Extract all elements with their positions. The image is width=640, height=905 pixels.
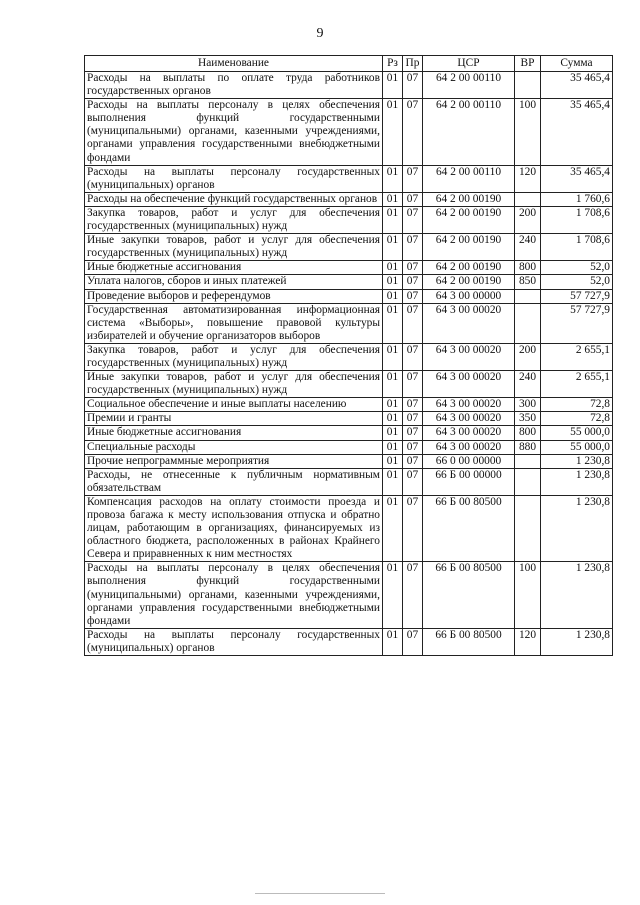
cell-csr: 64 2 00 00110	[423, 72, 515, 99]
cell-pr: 07	[403, 234, 423, 261]
cell-vr: 120	[515, 628, 541, 655]
page-bottom-line	[255, 893, 385, 894]
cell-pr: 07	[403, 562, 423, 628]
cell-sum: 55 000,0	[541, 426, 613, 440]
cell-name: Расходы на выплаты персоналу в целях обеспечения выполнения функций государственными (муниципальными) органами, казенными учреждениями, органами управления государственными внебюджетными фондами	[85, 562, 383, 628]
cell-sum: 1 230,8	[541, 495, 613, 561]
cell-pr: 07	[403, 398, 423, 412]
cell-rz: 01	[383, 343, 403, 370]
cell-csr: 64 2 00 00190	[423, 192, 515, 206]
cell-vr	[515, 192, 541, 206]
cell-pr: 07	[403, 468, 423, 495]
cell-name: Иные закупки товаров, работ и услуг для обеспечения государственных (муниципальных) нужд	[85, 371, 383, 398]
cell-vr: 240	[515, 234, 541, 261]
cell-rz: 01	[383, 99, 403, 165]
table-row	[85, 289, 613, 303]
cell-vr: 200	[515, 206, 541, 233]
cell-rz: 01	[383, 440, 403, 454]
cell-csr: 64 3 00 00020	[423, 440, 515, 454]
table-body	[85, 72, 613, 656]
cell-rz: 01	[383, 468, 403, 495]
cell-vr: 800	[515, 426, 541, 440]
cell-csr: 64 3 00 00020	[423, 426, 515, 440]
cell-name: Государственная автоматизированная информационная система «Выборы», повышение правовой культуры избирателей и обучение организаторов выборов	[85, 303, 383, 343]
cell-csr: 66 0 00 00000	[423, 454, 515, 468]
cell-sum: 1 230,8	[541, 454, 613, 468]
cell-pr: 07	[403, 165, 423, 192]
cell-vr: 100	[515, 99, 541, 165]
header-name: Наименование	[85, 56, 383, 72]
cell-name: Расходы на выплаты персоналу в целях обеспечения выполнения функций государственными (муниципальными) органами, казенными учреждениями, органами управления государственными внебюджетными фондами	[85, 99, 383, 165]
budget-table	[84, 55, 613, 656]
cell-name: Расходы на выплаты по оплате труда работников государственных органов	[85, 72, 383, 99]
cell-pr: 07	[403, 289, 423, 303]
cell-csr: 64 2 00 00190	[423, 206, 515, 233]
cell-csr: 64 2 00 00190	[423, 261, 515, 275]
cell-csr: 66 Б 00 80500	[423, 495, 515, 561]
cell-rz: 01	[383, 165, 403, 192]
cell-csr: 64 3 00 00020	[423, 398, 515, 412]
cell-rz: 01	[383, 275, 403, 289]
cell-sum: 1 230,8	[541, 562, 613, 628]
cell-name: Специальные расходы	[85, 440, 383, 454]
cell-pr: 07	[403, 454, 423, 468]
cell-csr: 64 3 00 00020	[423, 371, 515, 398]
table-row	[85, 99, 613, 165]
cell-vr: 850	[515, 275, 541, 289]
cell-vr	[515, 289, 541, 303]
cell-pr: 07	[403, 628, 423, 655]
table-row	[85, 412, 613, 426]
cell-vr	[515, 303, 541, 343]
cell-sum: 1 230,8	[541, 468, 613, 495]
table-row	[85, 343, 613, 370]
cell-name: Компенсация расходов на оплату стоимости проезда и провоза багажа к месту использования отпуска и обратно лицам, работающим в организациях, финансируемых из областного бюджета, расположенных в районах Крайнего Севера и приравненных к ним местностях	[85, 495, 383, 561]
table-row	[85, 398, 613, 412]
cell-pr: 07	[403, 371, 423, 398]
cell-vr: 880	[515, 440, 541, 454]
cell-name: Иные закупки товаров, работ и услуг для обеспечения государственных (муниципальных) нужд	[85, 234, 383, 261]
cell-name: Закупка товаров, работ и услуг для обеспечения государственных (муниципальных) нужд	[85, 343, 383, 370]
cell-sum: 1 230,8	[541, 628, 613, 655]
table-row	[85, 468, 613, 495]
cell-csr: 66 Б 00 00000	[423, 468, 515, 495]
cell-csr: 64 3 00 00020	[423, 343, 515, 370]
cell-pr: 07	[403, 495, 423, 561]
header-sum: Сумма	[541, 56, 613, 72]
cell-sum: 35 465,4	[541, 99, 613, 165]
cell-name: Прочие непрограммные мероприятия	[85, 454, 383, 468]
cell-rz: 01	[383, 206, 403, 233]
cell-name: Премии и гранты	[85, 412, 383, 426]
table-row	[85, 261, 613, 275]
cell-name: Уплата налогов, сборов и иных платежей	[85, 275, 383, 289]
table-row	[85, 72, 613, 99]
header-pr: Пр	[403, 56, 423, 72]
cell-sum: 35 465,4	[541, 165, 613, 192]
cell-rz: 01	[383, 454, 403, 468]
cell-name: Проведение выборов и референдумов	[85, 289, 383, 303]
cell-pr: 07	[403, 99, 423, 165]
cell-pr: 07	[403, 275, 423, 289]
cell-pr: 07	[403, 426, 423, 440]
page-number: 9	[316, 26, 324, 41]
cell-sum: 1 708,6	[541, 206, 613, 233]
cell-csr: 66 Б 00 80500	[423, 628, 515, 655]
table-row	[85, 192, 613, 206]
cell-csr: 64 3 00 00020	[423, 412, 515, 426]
cell-rz: 01	[383, 495, 403, 561]
header-vr: ВР	[515, 56, 541, 72]
cell-csr: 64 2 00 00110	[423, 165, 515, 192]
cell-vr: 800	[515, 261, 541, 275]
header-rz: Рз	[383, 56, 403, 72]
cell-rz: 01	[383, 261, 403, 275]
table-header-row	[85, 56, 613, 72]
table-row	[85, 628, 613, 655]
cell-vr	[515, 72, 541, 99]
cell-rz: 01	[383, 371, 403, 398]
cell-csr: 66 Б 00 80500	[423, 562, 515, 628]
cell-sum: 52,0	[541, 261, 613, 275]
cell-csr: 64 2 00 00190	[423, 234, 515, 261]
table-row	[85, 426, 613, 440]
cell-sum: 57 727,9	[541, 289, 613, 303]
cell-name: Иные бюджетные ассигнования	[85, 261, 383, 275]
cell-csr: 64 2 00 00190	[423, 275, 515, 289]
cell-rz: 01	[383, 234, 403, 261]
cell-rz: 01	[383, 398, 403, 412]
cell-rz: 01	[383, 628, 403, 655]
cell-name: Расходы, не отнесенные к публичным нормативным обязательствам	[85, 468, 383, 495]
cell-name: Расходы на обеспечение функций государственных органов	[85, 192, 383, 206]
cell-rz: 01	[383, 303, 403, 343]
cell-rz: 01	[383, 562, 403, 628]
cell-csr: 64 3 00 00000	[423, 289, 515, 303]
cell-csr: 64 2 00 00110	[423, 99, 515, 165]
cell-vr: 300	[515, 398, 541, 412]
table-row	[85, 454, 613, 468]
cell-name: Закупка товаров, работ и услуг для обеспечения государственных (муниципальных) нужд	[85, 206, 383, 233]
cell-pr: 07	[403, 72, 423, 99]
header-csr: ЦСР	[423, 56, 515, 72]
cell-rz: 01	[383, 192, 403, 206]
cell-vr: 200	[515, 343, 541, 370]
table-row	[85, 303, 613, 343]
cell-sum: 52,0	[541, 275, 613, 289]
cell-sum: 1 760,6	[541, 192, 613, 206]
table-row	[85, 234, 613, 261]
table-row	[85, 275, 613, 289]
cell-sum: 1 708,6	[541, 234, 613, 261]
cell-vr	[515, 495, 541, 561]
cell-vr	[515, 454, 541, 468]
table-row	[85, 440, 613, 454]
cell-vr: 240	[515, 371, 541, 398]
cell-pr: 07	[403, 343, 423, 370]
table-row	[85, 495, 613, 561]
cell-sum: 2 655,1	[541, 343, 613, 370]
cell-vr	[515, 468, 541, 495]
cell-pr: 07	[403, 412, 423, 426]
cell-name: Расходы на выплаты персоналу государственных (муниципальных) органов	[85, 628, 383, 655]
table-row	[85, 371, 613, 398]
cell-pr: 07	[403, 192, 423, 206]
cell-name: Иные бюджетные ассигнования	[85, 426, 383, 440]
table-row	[85, 206, 613, 233]
cell-rz: 01	[383, 426, 403, 440]
cell-rz: 01	[383, 72, 403, 99]
cell-rz: 01	[383, 412, 403, 426]
cell-vr: 350	[515, 412, 541, 426]
table-row	[85, 165, 613, 192]
cell-sum: 72,8	[541, 398, 613, 412]
cell-rz: 01	[383, 289, 403, 303]
cell-sum: 57 727,9	[541, 303, 613, 343]
cell-csr: 64 3 00 00020	[423, 303, 515, 343]
table-row	[85, 562, 613, 628]
cell-vr: 120	[515, 165, 541, 192]
cell-sum: 2 655,1	[541, 371, 613, 398]
cell-name: Расходы на выплаты персоналу государственных (муниципальных) органов	[85, 165, 383, 192]
cell-pr: 07	[403, 206, 423, 233]
cell-name: Социальное обеспечение и иные выплаты населению	[85, 398, 383, 412]
cell-sum: 72,8	[541, 412, 613, 426]
cell-vr: 100	[515, 562, 541, 628]
cell-pr: 07	[403, 303, 423, 343]
cell-sum: 55 000,0	[541, 440, 613, 454]
cell-pr: 07	[403, 261, 423, 275]
cell-sum: 35 465,4	[541, 72, 613, 99]
cell-pr: 07	[403, 440, 423, 454]
